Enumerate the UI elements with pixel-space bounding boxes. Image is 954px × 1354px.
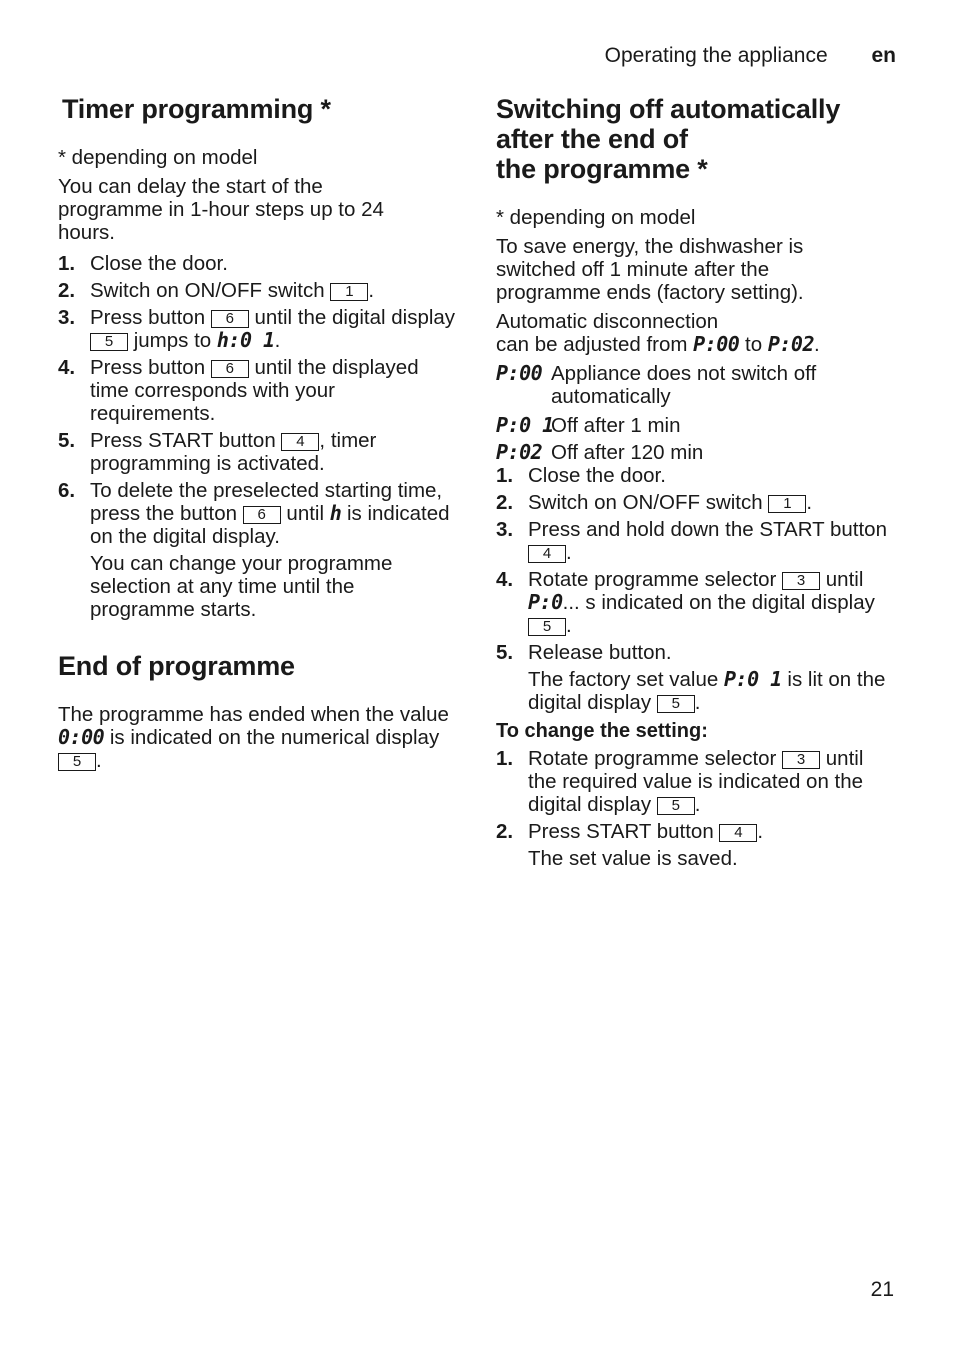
button-ref: 6: [211, 310, 249, 328]
lcd-code: P:00: [496, 361, 543, 385]
list-item: 5. Release button. The factory set value P:0 1 is lit on the digital display 5 .: [496, 641, 896, 714]
right-column: [496, 94, 896, 874]
list-item: 2. Switch on ON/OFF switch 1 .: [496, 491, 813, 514]
display-ref: 5: [528, 618, 566, 636]
lcd-code: P:00: [693, 332, 740, 356]
end-text: The programme has ended when the value 0:00 is indicated on the numerical display 5 .: [58, 703, 449, 772]
list-item: 1. Close the door.: [58, 252, 228, 275]
lcd-code: P:0: [528, 590, 563, 614]
button-ref: 1: [768, 495, 806, 513]
step-note: You can change your programme selection at any time until the programme starts.: [90, 552, 393, 621]
lcd-code: P:02: [496, 440, 543, 464]
list-item: 4. Rotate programme selector 3 until P:0... s indicated on the digital display 5 .: [496, 568, 875, 637]
step-note: The set value is saved.: [528, 847, 738, 870]
change-setting-steps: [496, 747, 896, 870]
button-ref: 1: [330, 283, 368, 301]
page-number: 21: [870, 1278, 894, 1301]
section-title: Operating the appliance: [604, 44, 828, 67]
lcd-code: P:02: [767, 332, 814, 356]
button-ref: 6: [211, 360, 249, 378]
list-item: 1. Close the door.: [496, 464, 666, 487]
button-ref: 4: [719, 824, 757, 842]
auto-off-heading: Switching off automatically after the end of the programme *: [496, 94, 841, 184]
timer-heading: Timer programming *: [62, 94, 331, 124]
display-ref: 5: [58, 753, 96, 771]
lcd-code: h: [329, 501, 342, 525]
display-ref: 5: [657, 797, 695, 815]
lcd-code: 0:00: [58, 725, 105, 749]
language-code: en: [871, 44, 896, 67]
option-row: P:02 Off after 120 min: [496, 440, 704, 464]
list-item: 3. Press button 6 until the digital display 5 jumps to h:0 1.: [58, 306, 456, 352]
lcd-code: P:0 1: [496, 413, 554, 437]
list-item: 5. Press START button 4 , timer programming is activated.: [58, 429, 377, 475]
timer-steps: [58, 252, 458, 621]
step-note: The factory set value P:0 1 is lit on the digital display 5 .: [528, 667, 886, 714]
button-ref: 6: [243, 506, 281, 524]
timer-intro: You can delay the start of the programme in 1-hour steps up to 24 hours.: [58, 175, 384, 244]
end-heading: End of programme: [58, 651, 295, 681]
lcd-code: P:0 1: [723, 667, 782, 691]
timer-note: * depending on model: [58, 146, 258, 169]
option-row: P:0 1 Off after 1 min: [496, 413, 681, 437]
auto-off-steps: [496, 464, 896, 714]
lcd-code: h:0 1: [216, 328, 275, 352]
display-ref: 5: [657, 695, 695, 713]
auto-off-intro: To save energy, the dishwasher is switched off 1 minute after the programme ends (factory setting).: [496, 235, 804, 304]
selector-ref: 3: [782, 572, 820, 590]
display-ref: 5: [90, 333, 128, 351]
auto-off-note: * depending on model: [496, 206, 696, 229]
button-ref: 4: [528, 545, 566, 563]
list-item: 1. Rotate programme selector 3 until the required value is indicated on the digital display 5 .: [496, 747, 864, 816]
left-column: [58, 94, 458, 772]
list-item: 2. Switch on ON/OFF switch 1 .: [58, 279, 375, 302]
list-item: 4. Press button 6 until the displayed time corresponds with your requirements.: [58, 356, 419, 425]
list-item: 3. Press and hold down the START button 4 .: [496, 518, 887, 564]
page-header: [605, 44, 896, 68]
change-setting-heading: To change the setting:: [496, 720, 708, 742]
button-ref: 4: [281, 433, 319, 451]
selector-ref: 3: [782, 751, 820, 769]
list-item: 2. Press START button 4 . The set value is saved.: [496, 820, 896, 870]
option-row: P:00 Appliance does not switch off automatically: [496, 361, 817, 408]
list-item: 6. To delete the preselected starting time, press the button 6 until h is indicated on the digital display. You can change your programme selection at any time until the programme starts.: [58, 479, 458, 621]
auto-off-adjust: Automatic disconnection can be adjusted from P:00 to P:02.: [496, 310, 820, 356]
